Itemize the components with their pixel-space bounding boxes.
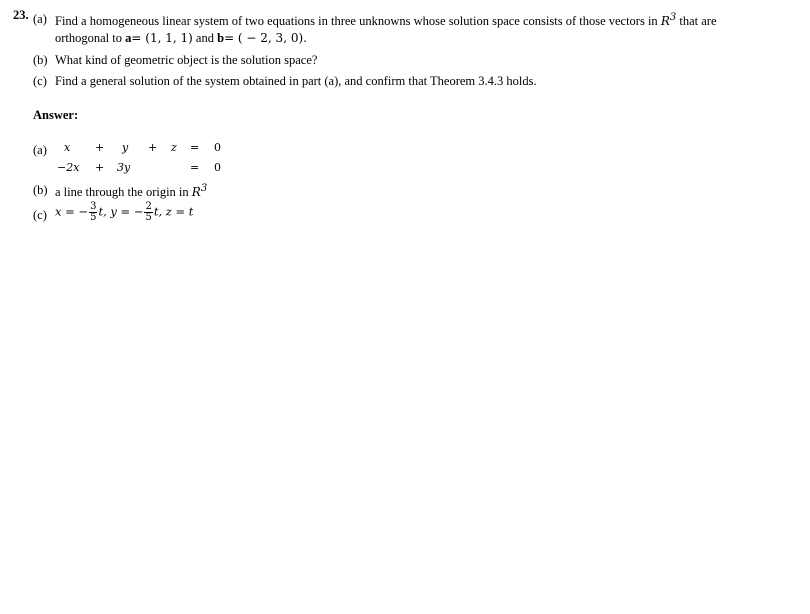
answer-b-label: (b) <box>33 183 48 197</box>
vector-a: a <box>125 31 132 45</box>
and-text: and <box>195 31 214 45</box>
part-a-line2 <box>55 31 307 46</box>
answer-c-t1: t, <box>98 204 107 219</box>
part-a-line1 <box>55 12 717 29</box>
answer-heading: Answer: <box>33 108 79 122</box>
vector-b: b <box>217 31 225 45</box>
answer-b-line <box>55 183 207 200</box>
eq2-minus2x: −2x <box>57 161 80 174</box>
problem-number: 23. <box>13 8 29 22</box>
eq1-plus1: + <box>95 141 105 154</box>
eq2-equals: = <box>190 161 200 174</box>
part-a-label: (a) <box>33 12 47 26</box>
part-c-text: Find a general solution of the system obtained in part (a), and confirm that Theorem 3.4.3 holds. <box>55 74 537 88</box>
space-r3: $R^3$ <box>660 12 677 28</box>
eq1-equals: = <box>190 141 200 154</box>
eq1-x: x <box>64 141 71 154</box>
eq1-z: z <box>171 141 177 154</box>
answer-c-t2: t, <box>153 204 163 219</box>
part-a-text-post: that are <box>679 14 717 28</box>
answer-a-label: (a) <box>33 143 47 157</box>
answer-b-text: a line through the origin in <box>55 185 189 199</box>
eq1-zero: 0 <box>214 141 221 154</box>
part-a-text-pre: Find a homogeneous linear system of two equations in three unknowns whose solution space consists of those vectors in <box>55 14 658 28</box>
fraction1-numerator: 3 <box>90 201 97 212</box>
vector-a-value: = (1, 1, 1) <box>131 31 193 45</box>
answer-c-z: z = t <box>165 204 194 219</box>
answer-c-label: (c) <box>33 208 47 222</box>
answer-c-x: x = − <box>55 204 89 219</box>
fraction2-denominator: 5 <box>145 212 152 223</box>
part-b-text: What kind of geometric object is the solution space? <box>55 53 318 67</box>
part-b-label: (b) <box>33 53 48 67</box>
eq2-plus: + <box>95 161 105 174</box>
eq1-y: y <box>122 141 129 154</box>
part-c-label: (c) <box>33 74 47 88</box>
answer-b-space: $R^3$ <box>191 183 208 199</box>
answer-c-y: y = − <box>110 204 144 219</box>
fraction2-numerator: 2 <box>145 201 152 212</box>
vector-b-value: = ( − 2, 3, 0). <box>224 31 307 45</box>
orthogonal-text: orthogonal to <box>55 31 123 45</box>
eq2-zero: 0 <box>214 161 221 174</box>
fraction1-denominator: 5 <box>90 212 97 223</box>
eq2-3y: 3y <box>117 161 131 174</box>
eq1-plus2: + <box>148 141 158 154</box>
answer-c-solution <box>55 202 193 223</box>
